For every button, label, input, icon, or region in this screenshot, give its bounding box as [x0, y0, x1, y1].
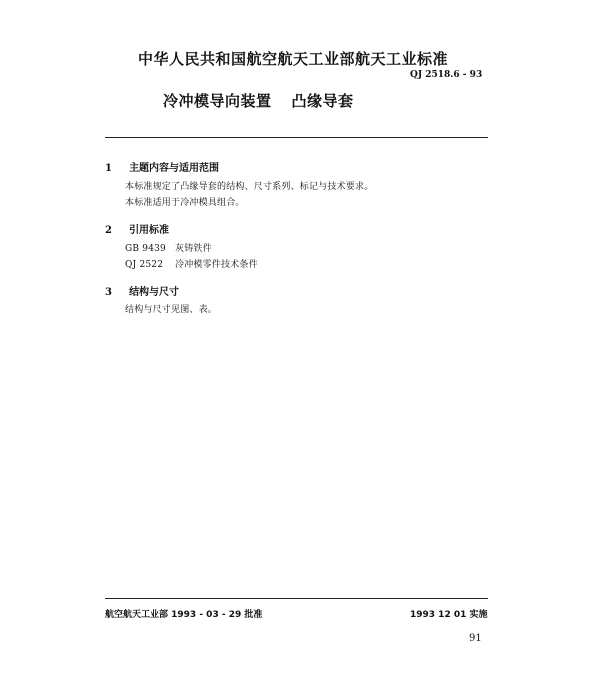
section-3-paragraph-1: 结构与尺寸见图、表。	[125, 305, 218, 315]
section-number: 2	[105, 225, 112, 236]
section-number: 3	[105, 287, 112, 298]
section-2-heading	[105, 218, 169, 237]
reference-name: 灰铸铁件	[175, 244, 212, 254]
reference-code: GB 9439	[125, 244, 166, 254]
title-main: 冷冲模导向装置	[163, 92, 272, 110]
reference-item	[125, 257, 258, 270]
approval-line: 航空航天工业部 1993 - 03 - 29 批准	[105, 610, 263, 620]
standard-code: QJ 2518.6 - 93	[410, 70, 483, 80]
section-title: 结构与尺寸	[129, 287, 180, 298]
header-rule	[105, 137, 488, 138]
document-title	[163, 90, 354, 111]
section-title: 主题内容与适用范围	[129, 163, 220, 174]
page-number: 91	[469, 633, 482, 644]
reference-name: 冷冲模零件技术条件	[175, 260, 258, 270]
section-1-paragraph-2: 本标准适用于冷冲模具组合。	[125, 198, 245, 208]
reference-item	[125, 241, 212, 254]
issuer-heading: 中华人民共和国航空航天工业部航天工业标准	[138, 50, 449, 68]
section-1-paragraph-1: 本标准规定了凸缘导套的结构、尺寸系列、标记与技术要求。	[125, 182, 374, 192]
section-1-heading	[105, 156, 219, 175]
reference-code: QJ 2522	[125, 260, 164, 270]
title-sub: 凸缘导套	[291, 92, 354, 110]
section-3-heading	[105, 280, 179, 299]
effective-date: 1993 12 01 实施	[410, 610, 488, 620]
footer-rule	[105, 598, 488, 599]
section-number: 1	[105, 163, 112, 174]
section-title: 引用标准	[129, 225, 170, 236]
